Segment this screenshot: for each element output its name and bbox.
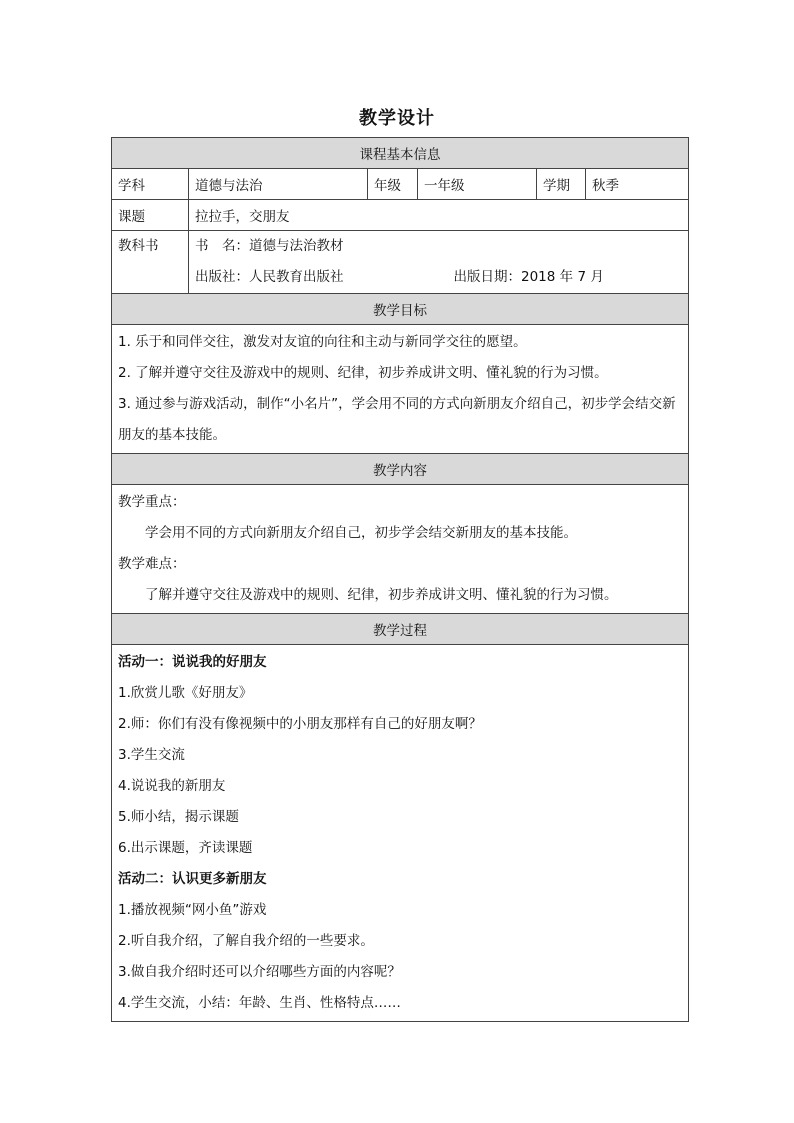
activity-2-step: 4.学生交流，小结：年龄、生肖、性格特点…… xyxy=(118,995,401,1011)
publish-date: 出版日期：2018 年 7 月 xyxy=(453,269,604,285)
section-header-process: 教学过程 xyxy=(112,614,689,645)
section-header-content: 教学内容 xyxy=(112,454,689,485)
activity-1-title: 活动一：说说我的好朋友 xyxy=(118,654,267,670)
term-label: 学期 xyxy=(537,169,586,200)
section-header-basic-info: 课程基本信息 xyxy=(112,138,689,169)
objectives-list xyxy=(112,325,689,454)
activity-1-step: 2.师：你们有没有像视频中的小朋友那样有自己的好朋友啊？ xyxy=(118,716,482,732)
activity-2-step: 1.播放视频“网小鱼”游戏 xyxy=(118,902,267,918)
activity-1-step: 3.学生交流 xyxy=(118,747,185,763)
topic-label: 课题 xyxy=(112,200,189,231)
activity-1-step: 5.师小结，揭示课题 xyxy=(118,809,239,825)
document-title: 教学设计 xyxy=(359,108,435,129)
subject-label: 学科 xyxy=(112,169,189,200)
key-point-label: 教学重点： xyxy=(118,494,186,510)
objective-item: 2. 了解并遵守交往及游戏中的规则、纪律，初步养成讲文明、懂礼貌的行为习惯。 xyxy=(118,365,608,381)
textbook-label: 教科书 xyxy=(112,231,189,294)
difficulty-text: 了解并遵守交往及游戏中的规则、纪律，初步养成讲文明、懂礼貌的行为习惯。 xyxy=(145,587,618,603)
activity-2-title: 活动二：认识更多新朋友 xyxy=(118,871,267,887)
textbook-name: 书 名：道德与法治教材 xyxy=(195,238,344,254)
term-value: 秋季 xyxy=(586,169,689,200)
grade-value: 一年级 xyxy=(418,169,537,200)
key-point-text: 学会用不同的方式向新朋友介绍自己，初步学会结交新朋友的基本技能。 xyxy=(145,525,577,541)
activity-1-step: 4.说说我的新朋友 xyxy=(118,778,226,794)
topic-value: 拉拉手，交朋友 xyxy=(189,200,689,231)
activity-1-step: 6.出示课题，齐读课题 xyxy=(118,840,253,856)
difficulty-label: 教学难点： xyxy=(118,556,186,572)
publisher: 出版社：人民教育出版社 xyxy=(195,269,344,285)
publisher-line xyxy=(195,262,682,293)
objective-item: 3. 通过参与游戏活动，制作“小名片”，学会用不同的方式向新朋友介绍自己，初步学会结交新朋友的基本技能。 xyxy=(118,396,676,443)
textbook-info xyxy=(189,231,689,294)
objective-item: 1. 乐于和同伴交往，激发对友谊的向往和主动与新同学交往的愿望。 xyxy=(118,334,527,350)
content-block xyxy=(112,485,689,614)
process-block xyxy=(112,645,689,1022)
activity-2-step: 3.做自我介绍时还可以介绍哪些方面的内容呢？ xyxy=(118,964,401,980)
subject-value: 道德与法治 xyxy=(189,169,368,200)
activity-2-step: 2.听自我介绍，了解自我介绍的一些要求。 xyxy=(118,933,374,949)
section-header-objectives: 教学目标 xyxy=(112,294,689,325)
activity-1-step: 1.欣赏儿歌《好朋友》 xyxy=(118,685,253,701)
grade-label: 年级 xyxy=(368,169,418,200)
lesson-plan-table xyxy=(111,137,689,1022)
